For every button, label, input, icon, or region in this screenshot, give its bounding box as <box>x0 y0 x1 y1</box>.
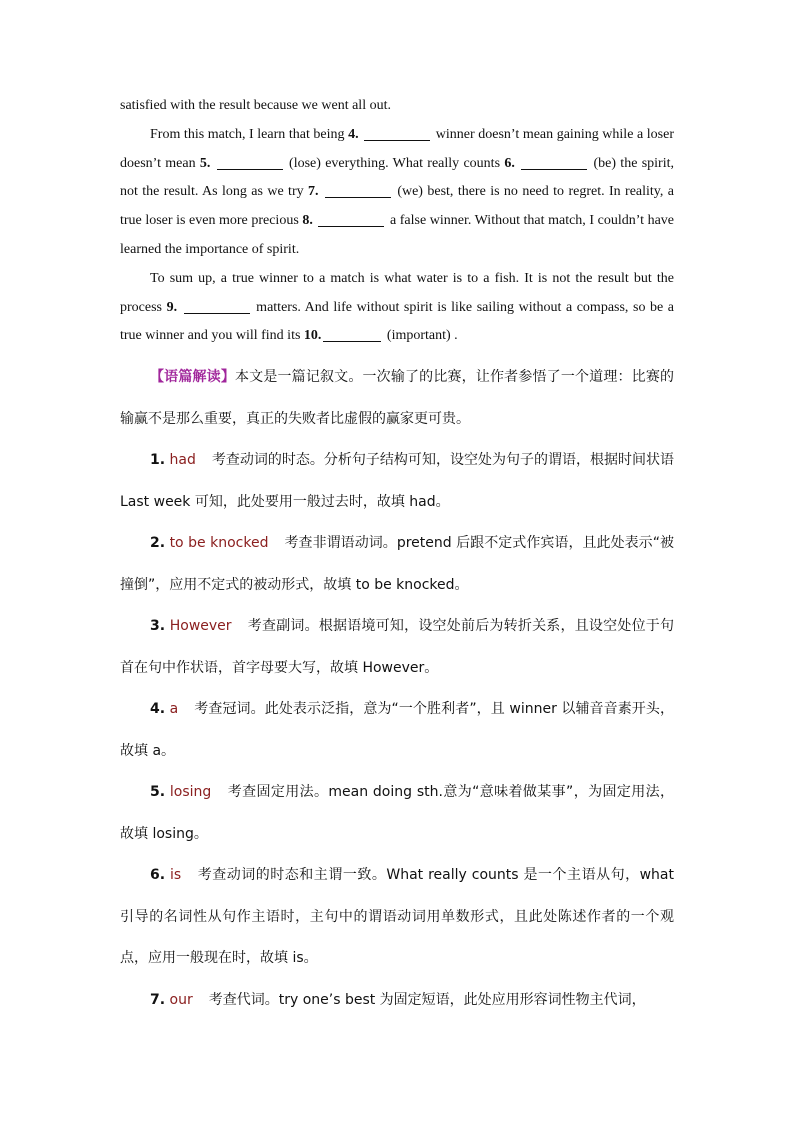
passage-text: (important) . <box>383 328 458 344</box>
answer-explanation: 考查动词的时态和主谓一致。What really counts 是一个主语从句，what 引导的名词性从句作主语时，主句中的谓语动词用单数形式，且此处陈述作者的一个观点，应用一般现在时，故填 is。 <box>120 867 674 967</box>
blank-number-8: 8. <box>302 213 313 229</box>
passage-text: matters. And life without spirit is like sailing without a compass, so be a true winner and you will find its <box>120 299 674 344</box>
answer-value: losing <box>169 784 212 801</box>
reading-tag: 【语篇解读】 <box>150 369 235 386</box>
passage-text: To sum up, a true winner to a match is what water is to a fish. It is not the result but the process <box>120 270 674 315</box>
answer-explanation: 考查非谓语动词。pretend 后跟不定式作宾语，且此处表示“被撞倒”，应用不定式的被动形式，故填 to be knocked。 <box>120 535 674 593</box>
blank-4[interactable] <box>364 126 430 141</box>
answer-number: 7. <box>150 991 166 1008</box>
answer-number: 4. <box>150 701 166 718</box>
answer-value: a <box>169 701 179 718</box>
answer-value: to be knocked <box>169 535 269 552</box>
passage-text: (we) best, there is no need to regret. In reality, a true loser is even more precious <box>120 184 675 229</box>
answer-number: 1. <box>150 452 166 469</box>
answer-item <box>120 440 674 523</box>
answer-item <box>120 523 674 606</box>
blank-number-4: 4. <box>348 126 359 142</box>
answer-explanation: 考查冠词。此处表示泛指，意为“一个胜利者”，且 winner 以辅音音素开头，故填 a。 <box>120 701 674 759</box>
answer-item <box>120 606 674 689</box>
answer-number: 6. <box>150 867 166 884</box>
blank-number-6: 6. <box>504 155 515 171</box>
blank-number-9: 9. <box>166 299 178 315</box>
reading-text: 本文是一篇记叙文。一次输了的比赛，让作者参悟了一个道理：比赛的输赢不是那么重要，真正的失败者比虚假的赢家更可贵。 <box>120 369 674 427</box>
reading-summary <box>120 357 674 440</box>
answer-item <box>120 689 674 772</box>
blank-number-7: 7. <box>308 184 319 200</box>
answer-number: 3. <box>150 618 166 635</box>
answer-item <box>120 772 674 855</box>
answer-value: had <box>169 452 196 469</box>
blank-9[interactable] <box>184 299 250 314</box>
passage-paragraph-2 <box>120 121 674 265</box>
passage-text: From this match, I learn that being <box>150 126 349 142</box>
blank-7[interactable] <box>325 183 391 198</box>
blank-10[interactable] <box>323 327 381 342</box>
blank-6[interactable] <box>521 155 587 170</box>
blank-number-5: 5. <box>199 155 211 171</box>
passage-text: a false winner. Without that match, I couldn’t have learned the importance of spirit. <box>120 213 674 257</box>
blank-number-10: 10. <box>303 328 322 344</box>
answer-value: is <box>170 867 182 884</box>
answer-explanation: 考查代词。try one’s best 为固定短语，此处应用形容词性物主代词， <box>208 991 646 1008</box>
answer-explanation: 考查副词。根据语境可知，设空处前后为转折关系，且设空处位于句首在句中作状语，首字母要大写，故填 However。 <box>120 618 675 676</box>
answer-number: 5. <box>150 784 166 801</box>
answer-explanation: 考查动词的时态。分析句子结构可知，设空处为句子的谓语，根据时间状语 Last week 可知，此处要用一般过去时，故填 had。 <box>120 452 675 510</box>
answer-value: However <box>169 618 232 635</box>
answer-explanation: 考查固定用法。mean doing sth.意为“意味着做某事”，为固定用法，故填 losing。 <box>120 784 674 842</box>
analysis-section <box>120 357 674 1021</box>
answer-number: 2. <box>150 535 166 552</box>
passage-line-1: satisfied with the result because we went all out. <box>120 98 391 113</box>
answer-item <box>120 855 674 980</box>
answer-value: our <box>169 991 193 1008</box>
passage-text: (lose) everything. What really counts <box>284 155 505 171</box>
passage-paragraph-3 <box>120 265 674 351</box>
blank-8[interactable] <box>318 212 384 227</box>
answer-item <box>120 980 674 1022</box>
passage-text: (be) the spirit, not the result. As long as we try <box>120 155 674 200</box>
blank-5[interactable] <box>217 155 283 170</box>
passage-text: winner doesn’t mean gaining while a loser doesn’t mean <box>120 126 675 171</box>
document-page <box>120 92 674 1021</box>
